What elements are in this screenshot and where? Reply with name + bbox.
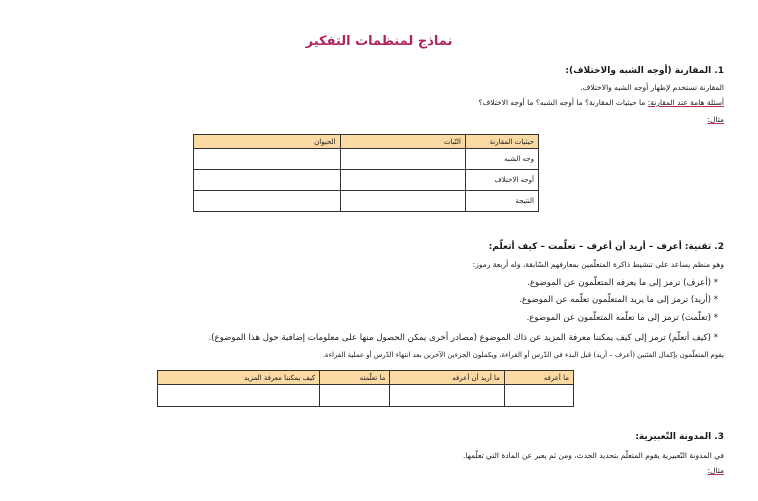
table-header-cell: النّبات	[340, 135, 465, 149]
section3-example-label: مثال:	[707, 466, 724, 475]
section2-heading: 2. تقنية: أعرف – أريد أن أعرف – تعلّمت – كيف أتعلّم:	[488, 242, 724, 252]
bullet-item: * (تعلّمت) ترمز إلى ما تعلّمه المتعلّمون عن الموضوع.	[526, 313, 718, 323]
table-row	[194, 170, 539, 191]
empty-cell	[340, 149, 465, 170]
questions-text: ما حيثيات المقارنة؟ ما أوجه الشبه؟ ما أوجه الاختلاف؟	[478, 98, 648, 107]
section2-description: وهو منظم يساعد على تنشيط ذاكرة المتعلّمين بمعارفهم السّابقة، وله أربعة رموز:	[472, 260, 724, 269]
empty-cell	[340, 191, 465, 212]
empty-cell	[390, 385, 505, 407]
table-header-cell: كيف يمكننا معرفة المزيد	[158, 371, 320, 385]
table-header-cell: الحيوان	[194, 135, 341, 149]
bullet-item: * (أعرف) ترمز إلى ما يعرفه المتعلّمون عن الموضوع.	[527, 278, 718, 288]
section2-note: يقوم المتعلّمون بإكمال الفئتين (أعرف – أريد) قبل البدء في الدّرس أو القراءة، ويكملون الجزءين الآخرين بعد انتهاء الدّرس أو عملية القراءة.	[322, 351, 724, 359]
empty-cell	[194, 170, 341, 191]
table-header-cell: حيثيات المقارنة	[466, 135, 539, 149]
table-header-row	[194, 135, 539, 149]
section1-example-label: مثال:	[707, 115, 724, 124]
row-label: وجه الشبه	[466, 149, 539, 170]
empty-cell	[320, 385, 390, 407]
table-row	[158, 385, 574, 407]
section3-description: في المدونة التّعبيرية يقوم المتعلّم بتحديد الحدث، ومن ثم يعبر عن المادة التي تعلّمها.	[463, 451, 724, 460]
row-label: النتيجة	[466, 191, 539, 212]
comparison-table	[193, 134, 539, 212]
table-row	[194, 191, 539, 212]
table-header-row	[158, 371, 574, 385]
empty-cell	[194, 149, 341, 170]
empty-cell	[340, 170, 465, 191]
section1-heading: 1. المقارنة (أوجه الشبه والاختلاف):	[565, 66, 724, 76]
empty-cell	[504, 385, 573, 407]
section3-heading: 3. المدونة التّعبيرية:	[635, 432, 724, 442]
section1-description: المقارنة تستخدم لإظهار أوجه الشبه والاختلاف.	[580, 83, 724, 92]
section1-questions	[479, 98, 724, 108]
questions-label: أسئلة هامة عند المقارنة:	[647, 98, 724, 107]
empty-cell	[158, 385, 320, 407]
bullet-item: * (كيف أتعلّم) ترمز إلى كيف يمكننا معرفة المزيد عن ذاك الموضوع (مصادر أخرى يمكن الحصول منها على معلومات إضافية حول هذا الموضوع).	[208, 333, 718, 343]
row-label: أوجه الاختلاف	[466, 170, 539, 191]
bullet-item: * (أريد) ترمز إلى ما يريد المتعلّمون تعلّمه عن الموضوع.	[519, 295, 718, 305]
table-row	[194, 149, 539, 170]
page-title: نماذج لمنظمات التفكير	[305, 34, 453, 49]
empty-cell	[194, 191, 341, 212]
table-header-cell: ما تعلّمته	[320, 371, 390, 385]
kwl-table	[157, 370, 574, 407]
table-header-cell: ما أعرفه	[504, 371, 573, 385]
table-header-cell: ما أريد أن أعرفه	[390, 371, 505, 385]
